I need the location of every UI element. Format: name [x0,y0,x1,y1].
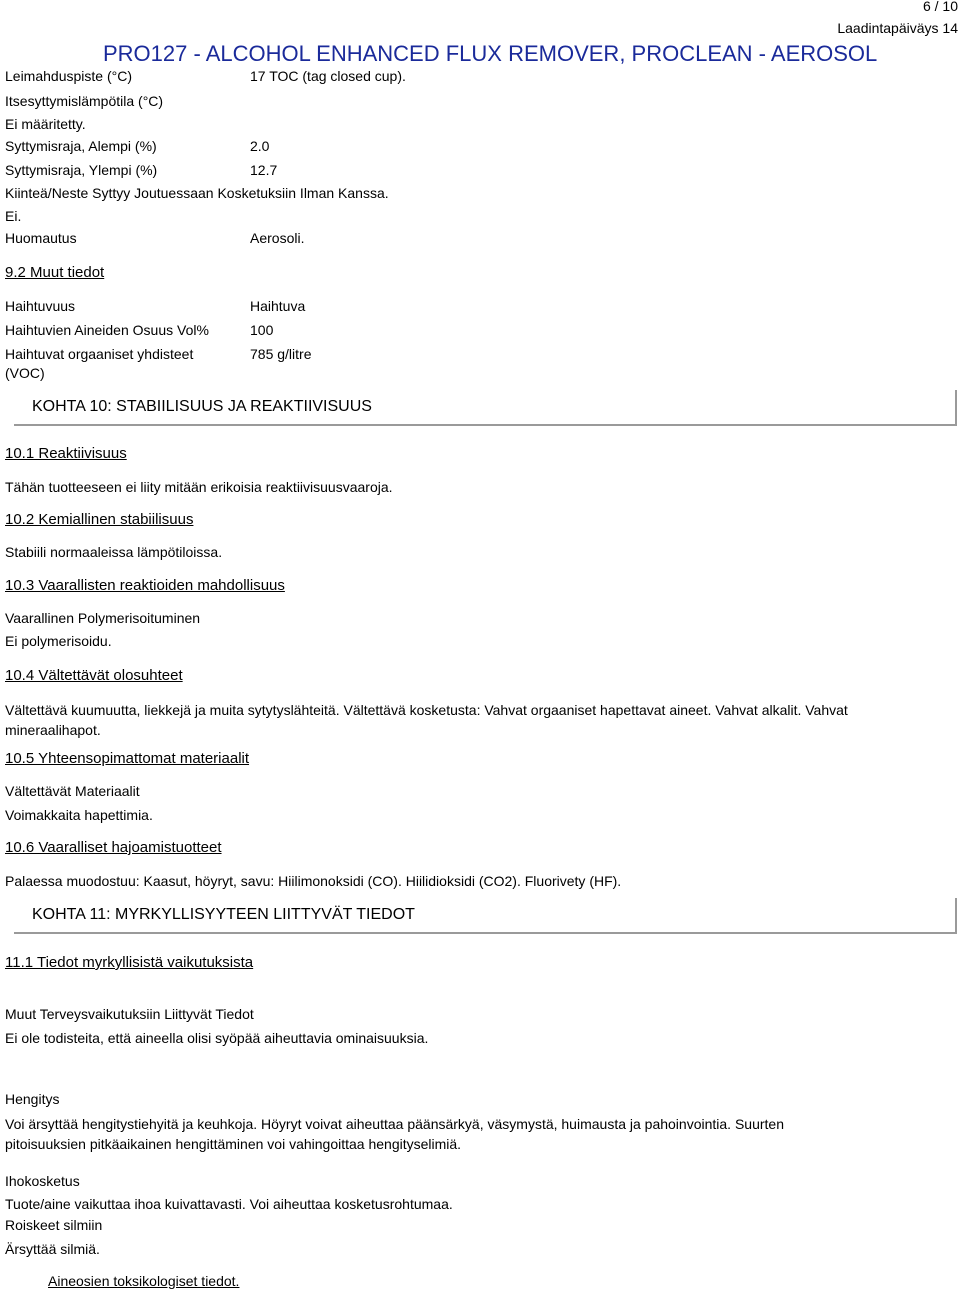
polymerization-text: Ei polymerisoidu. [5,633,112,649]
skin-contact-text: Tuote/aine vaikuttaa ihoa kuivattavasti. Voi aiheuttaa kosketusrohtumaa. [5,1196,453,1212]
flash-point-value: 17 TOC (tag closed cup). [250,68,406,84]
autoignition-value: Ei määritetty. [5,116,86,132]
subsection-10-2-heading: 10.2 Kemiallinen stabiilisuus [5,511,194,528]
flash-point-label: Leimahduspiste (°C) [5,68,132,84]
document-title: PRO127 - ALCOHOL ENHANCED FLUX REMOVER, PROCLEAN - AEROSOL [103,41,878,66]
subsection-10-3-heading: 10.3 Vaarallisten reaktioiden mahdollisuus [5,577,285,594]
volatility-label: Haihtuvuus [5,298,76,314]
skin-contact-label: Ihokosketus [5,1173,80,1189]
solid-flammability-value: Ei. [5,208,22,224]
lel-value: 2.0 [250,138,270,154]
volatile-percent-value: 100 [250,322,274,338]
voc-value: 785 g/litre [250,346,312,362]
incompatible-materials-text: Voimakkaita hapettimia. [5,807,153,823]
subsection-11-1-heading: 11.1 Tiedot myrkyllisistä vaikutuksista [5,954,254,971]
other-health-label: Muut Terveysvaikutuksiin Liittyvät Tiedot [5,1006,254,1022]
component-toxicology-link: Aineosien toksikologiset tiedot. [48,1273,240,1289]
section-11-heading: KOHTA 11: MYRKYLLISYYTEEN LIITTYVÄT TIEDOT [14,898,957,934]
autoignition-label: Itsesyttymislämpötila (°C) [5,93,164,109]
section-10-heading: KOHTA 10: STABIILISUUS JA REAKTIIVISUUS [14,390,957,426]
subsection-10-6-heading: 10.6 Vaaralliset hajoamistuotteet [5,839,222,856]
stability-text: Stabiili normaaleissa lämpötiloissa. [5,544,223,560]
polymerization-label: Vaarallinen Polymerisoituminen [5,610,201,626]
eye-contact-label: Roiskeet silmiin [5,1217,103,1233]
subsection-9-2-heading: 9.2 Muut tiedot [5,264,105,281]
eye-contact-text: Ärsyttää silmiä. [5,1241,100,1257]
decomposition-products-text: Palaessa muodostuu: Kaasut, höyryt, savu: Hiilimonoksidi (CO). Hiilidioksidi (CO2). Fluorivety (HF). [5,873,622,889]
uel-value: 12.7 [250,162,278,178]
subsection-10-1-heading: 10.1 Reaktiivisuus [5,445,127,462]
page-number: 6 / 10 [922,0,958,14]
conditions-to-avoid-text: Vältettävä kuumuutta, liekkejä ja muita sytytyslähteitä. Vältettävä kosketusta: Vahvat orgaaniset hapettavat aineet. Vahvat alkalit. Vahvat mineraalihapot. [5,702,848,738]
inhalation-text: Voi ärsyttää hengitystiehyitä ja keuhkoja. Höyryt voivat aiheuttaa päänsärkyä, väsymystä, huimausta ja pahoinvointia. Suurten pitoisuuksien pitkäaikainen hengittäminen voi vahingoittaa hengityselimiä. [5,1116,784,1152]
volatility-value: Haihtuva [250,298,306,314]
lel-label: Syttymisraja, Alempi (%) [5,138,157,154]
other-health-text: Ei ole todisteita, että aineella olisi syöpää aiheuttavia ominaisuuksia. [5,1030,429,1046]
solid-flammability-label: Kiinteä/Neste Syttyy Joutuessaan Kosketuksiin Ilman Kanssa. [5,185,389,201]
incompatible-materials-label: Vältettävät Materiaalit [5,783,140,799]
voc-label-line1: Haihtuvat orgaaniset yhdisteet [5,346,194,362]
inhalation-label: Hengitys [5,1091,60,1107]
reactivity-text: Tähän tuotteeseen ei liity mitään erikoisia reaktiivisuusvaaroja. [5,479,393,495]
voc-label-line2: (VOC) [5,365,45,381]
revision-date: Laadintapäiväys 14 [837,20,958,36]
note-label: Huomautus [5,230,77,246]
subsection-10-4-heading: 10.4 Vältettävät olosuhteet [5,667,183,684]
subsection-10-5-heading: 10.5 Yhteensopimattomat materiaalit [5,750,250,767]
note-value: Aerosoli. [250,230,305,246]
uel-label: Syttymisraja, Ylempi (%) [5,162,158,178]
volatile-percent-label: Haihtuvien Aineiden Osuus Vol% [5,322,209,338]
